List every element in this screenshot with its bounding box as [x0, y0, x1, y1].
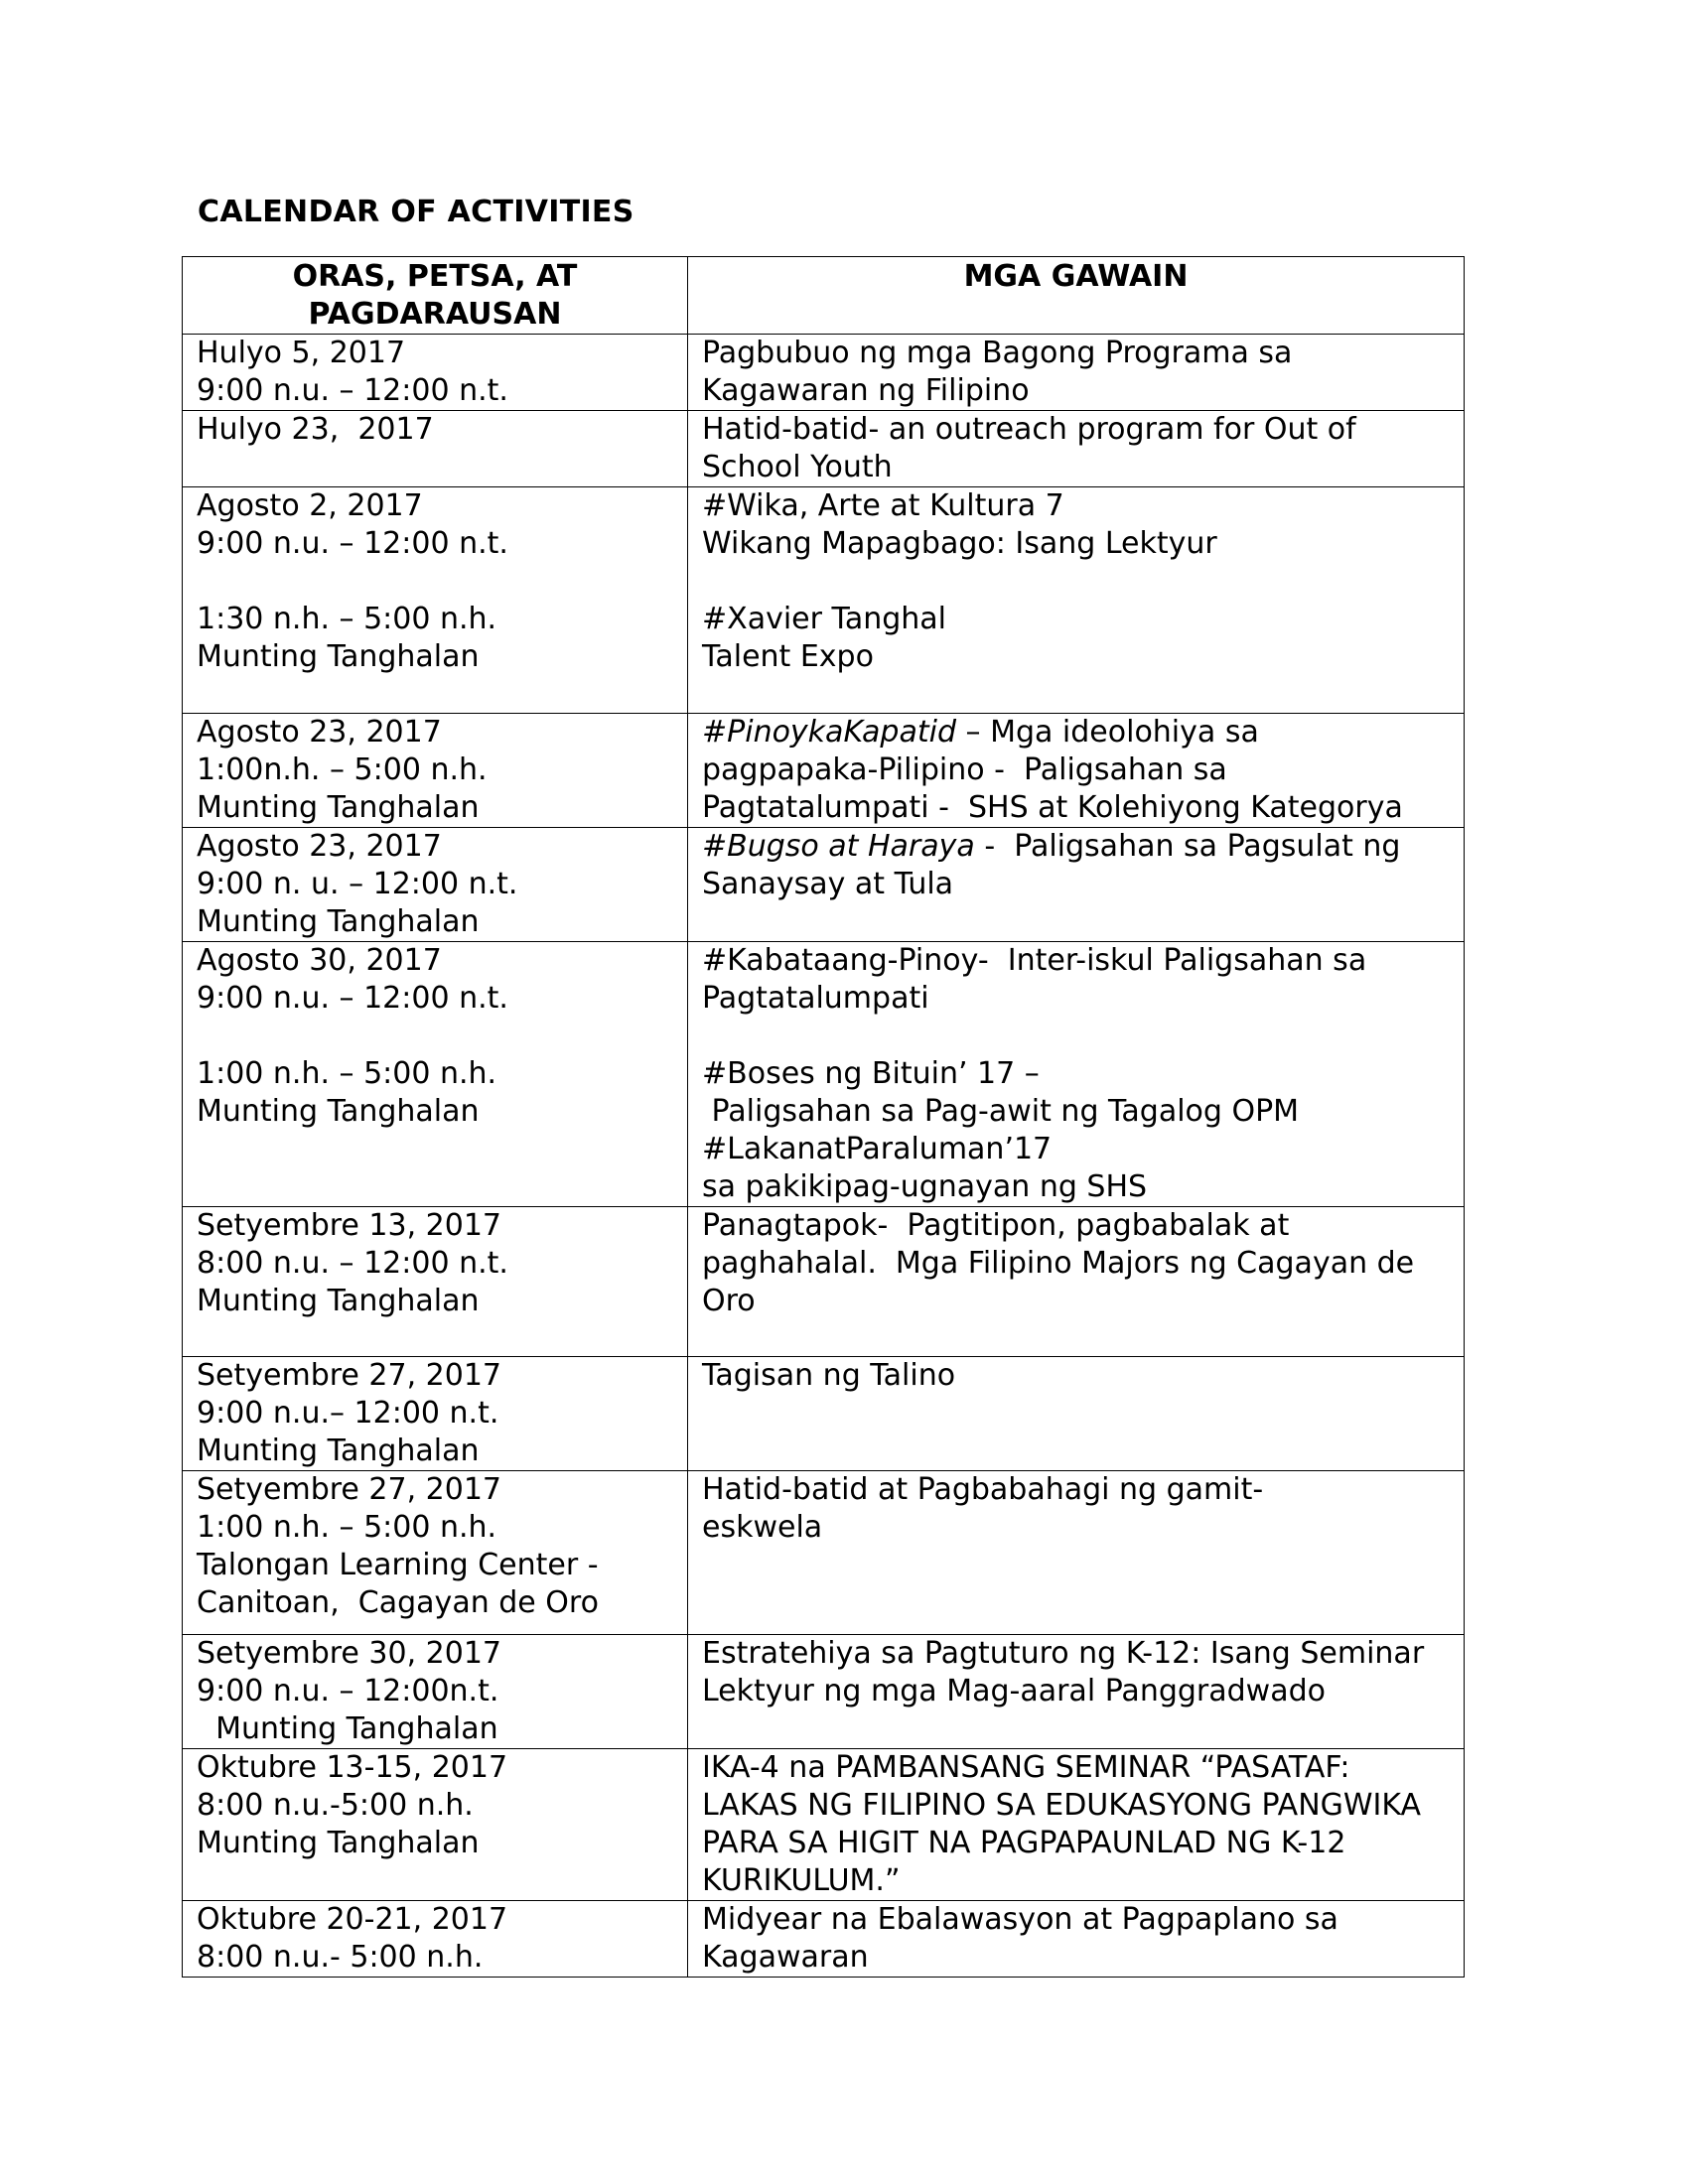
- cell-line: eskwela: [702, 1510, 823, 1545]
- cell-line: Paligsahan sa Pag-awit ng Tagalog OPM: [702, 1094, 1300, 1129]
- cell-oras-petsa: [183, 1901, 688, 1978]
- cell-line: Munting Tanghalan: [197, 1094, 480, 1129]
- cell-mga-gawain: [688, 411, 1465, 487]
- cell-line-rest: – Mga ideolohiya sa: [956, 715, 1259, 750]
- table-row: [183, 828, 1465, 942]
- cell-oras-petsa: [183, 411, 688, 487]
- cell-line: 1:00 n.h. – 5:00 n.h.: [197, 1056, 497, 1091]
- cell-line: 8:00 n.u.- 5:00 n.h.: [197, 1940, 484, 1975]
- cell-oras-petsa: [183, 714, 688, 828]
- cell-mga-gawain: [688, 1635, 1465, 1749]
- cell-mga-gawain: [688, 714, 1465, 828]
- cell-line: Panagtapok- Pagtitipon, pagbabalak at: [702, 1208, 1290, 1243]
- cell-line: 9:00 n.u.– 12:00 n.t.: [197, 1396, 499, 1431]
- table-row: [183, 1749, 1465, 1901]
- cell-line: Tagisan ng Talino: [702, 1358, 956, 1393]
- cell-line: #Kabataang-Pinoy- Inter-iskul Paligsahan sa: [702, 943, 1367, 978]
- cell-line: IKA-4 na PAMBANSANG SEMINAR “PASATAF:: [702, 1750, 1350, 1785]
- cell-line: Estratehiya sa Pagtuturo ng K-12: Isang Seminar: [702, 1636, 1425, 1671]
- activity-hashtag: #Bugso at Haraya: [702, 829, 975, 864]
- cell-line: Talent Expo: [702, 639, 874, 674]
- table-row: [183, 487, 1465, 714]
- cell-line: 8:00 n.u. – 12:00 n.t.: [197, 1246, 508, 1281]
- activity-hashtag: #PinoykaKapatid: [702, 715, 956, 750]
- cell-oras-petsa: [183, 1635, 688, 1749]
- cell-line: [197, 563, 673, 601]
- header-oras-petsa: ORAS, PETSA, AT PAGDARAUSAN: [183, 257, 688, 335]
- cell-line: Hatid-batid at Pagbabahagi ng gamit-: [702, 1472, 1264, 1507]
- cell-line: 9:00 n.u. – 12:00n.t.: [197, 1674, 499, 1708]
- cell-line: Agosto 30, 2017: [197, 943, 442, 978]
- cell-line: Munting Tanghalan: [197, 1826, 480, 1860]
- cell-line: pagpapaka-Pilipino - Paligsahan sa: [702, 752, 1227, 787]
- cell-line: Munting Tanghalan: [197, 639, 480, 674]
- cell-line: 9:00 n. u. – 12:00 n.t.: [197, 867, 518, 901]
- cell-mga-gawain: [688, 1207, 1465, 1357]
- cell-line: Setyembre 13, 2017: [197, 1208, 502, 1243]
- cell-line: Agosto 23, 2017: [197, 829, 442, 864]
- cell-line: School Youth: [702, 450, 893, 484]
- cell-line: Kagawaran: [702, 1940, 869, 1975]
- cell-line: Munting Tanghalan: [197, 1433, 480, 1468]
- cell-oras-petsa: [183, 1749, 688, 1901]
- cell-oras-petsa: [183, 1357, 688, 1471]
- cell-line: 1:00n.h. – 5:00 n.h.: [197, 752, 488, 787]
- document-title: CALENDAR OF ACTIVITIES: [198, 195, 634, 229]
- cell-line: Munting Tanghalan: [197, 1284, 480, 1318]
- table-body: [183, 335, 1465, 1978]
- cell-line: Midyear na Ebalawasyon at Pagpaplano sa: [702, 1902, 1338, 1937]
- table-row: [183, 1471, 1465, 1635]
- cell-line-rest: - Paligsahan sa Pagsulat ng: [974, 829, 1401, 864]
- cell-line: Kagawaran ng Filipino: [702, 373, 1030, 408]
- table-row: [183, 1635, 1465, 1749]
- cell-line: 9:00 n.u. – 12:00 n.t.: [197, 526, 508, 561]
- cell-line: Munting Tanghalan: [197, 904, 480, 939]
- cell-line: #Boses ng Bituin’ 17 –: [702, 1056, 1040, 1091]
- cell-line: Pagtatalumpati: [702, 981, 929, 1016]
- cell-oras-petsa: [183, 1207, 688, 1357]
- cell-line: Talongan Learning Center -: [197, 1548, 599, 1582]
- cell-line: Pagbubuo ng mga Bagong Programa sa: [702, 336, 1293, 370]
- table-row: [183, 1357, 1465, 1471]
- cell-line: 1:30 n.h. – 5:00 n.h.: [197, 602, 497, 636]
- cell-line: Sanaysay at Tula: [702, 867, 954, 901]
- table-row: [183, 335, 1465, 411]
- cell-line: Canitoan, Cagayan de Oro: [197, 1585, 599, 1620]
- cell-line: KURIKULUM.”: [702, 1863, 901, 1898]
- table-row: [183, 411, 1465, 487]
- cell-line: Oktubre 20-21, 2017: [197, 1902, 508, 1937]
- cell-line: [702, 828, 1450, 866]
- cell-line: 9:00 n.u. – 12:00 n.t.: [197, 373, 508, 408]
- header-mga-gawain: MGA GAWAIN: [688, 257, 1465, 335]
- cell-line: Setyembre 30, 2017: [197, 1636, 502, 1671]
- cell-line: paghahalal. Mga Filipino Majors ng Cagayan de: [702, 1246, 1415, 1281]
- cell-line: Munting Tanghalan: [197, 1711, 498, 1746]
- cell-line: #Wika, Arte at Kultura 7: [702, 488, 1064, 523]
- cell-oras-petsa: [183, 487, 688, 714]
- cell-line: 9:00 n.u. – 12:00 n.t.: [197, 981, 508, 1016]
- cell-mga-gawain: [688, 1901, 1465, 1978]
- cell-mga-gawain: [688, 1749, 1465, 1901]
- cell-line: [702, 563, 1450, 601]
- cell-line: Oro: [702, 1284, 756, 1318]
- cell-line: #LakanatParaluman’17: [702, 1132, 1053, 1166]
- cell-line: 1:00 n.h. – 5:00 n.h.: [197, 1510, 497, 1545]
- cell-line: 8:00 n.u.-5:00 n.h.: [197, 1788, 474, 1823]
- cell-mga-gawain: [688, 942, 1465, 1207]
- cell-line: Agosto 2, 2017: [197, 488, 423, 523]
- cell-line: Hulyo 5, 2017: [197, 336, 406, 370]
- cell-line: LAKAS NG FILIPINO SA EDUKASYONG PANGWIKA: [702, 1788, 1422, 1823]
- cell-line: Munting Tanghalan: [197, 790, 480, 825]
- cell-line: sa pakikipag-ugnayan ng SHS: [702, 1169, 1148, 1204]
- cell-mga-gawain: [688, 487, 1465, 714]
- cell-oras-petsa: [183, 1471, 688, 1635]
- cell-mga-gawain: [688, 335, 1465, 411]
- calendar-table: [182, 256, 1465, 1978]
- cell-line: Pagtatalumpati - SHS at Kolehiyong Kategorya: [702, 790, 1403, 825]
- table-header-row: [183, 257, 1465, 335]
- cell-oras-petsa: [183, 828, 688, 942]
- cell-line: [197, 1018, 673, 1055]
- cell-mga-gawain: [688, 828, 1465, 942]
- cell-line: Lektyur ng mga Mag-aaral Panggradwado: [702, 1674, 1326, 1708]
- cell-line: Hulyo 23, 2017: [197, 412, 434, 447]
- cell-mga-gawain: [688, 1471, 1465, 1635]
- cell-line: Agosto 23, 2017: [197, 715, 442, 750]
- cell-oras-petsa: [183, 942, 688, 1207]
- cell-line: [702, 714, 1450, 751]
- cell-oras-petsa: [183, 335, 688, 411]
- cell-line: [702, 1018, 1450, 1055]
- table-row: [183, 942, 1465, 1207]
- cell-line: #Xavier Tanghal: [702, 602, 947, 636]
- cell-line: Setyembre 27, 2017: [197, 1358, 502, 1393]
- table-row: [183, 1901, 1465, 1978]
- cell-mga-gawain: [688, 1357, 1465, 1471]
- cell-line: Oktubre 13-15, 2017: [197, 1750, 508, 1785]
- cell-line: Hatid-batid- an outreach program for Out of: [702, 412, 1356, 447]
- cell-line: PARA SA HIGIT NA PAGPAPAUNLAD NG K-12: [702, 1826, 1346, 1860]
- table-row: [183, 1207, 1465, 1357]
- table-row: [183, 714, 1465, 828]
- cell-line: Setyembre 27, 2017: [197, 1472, 502, 1507]
- cell-line: Wikang Mapagbago: Isang Lektyur: [702, 526, 1217, 561]
